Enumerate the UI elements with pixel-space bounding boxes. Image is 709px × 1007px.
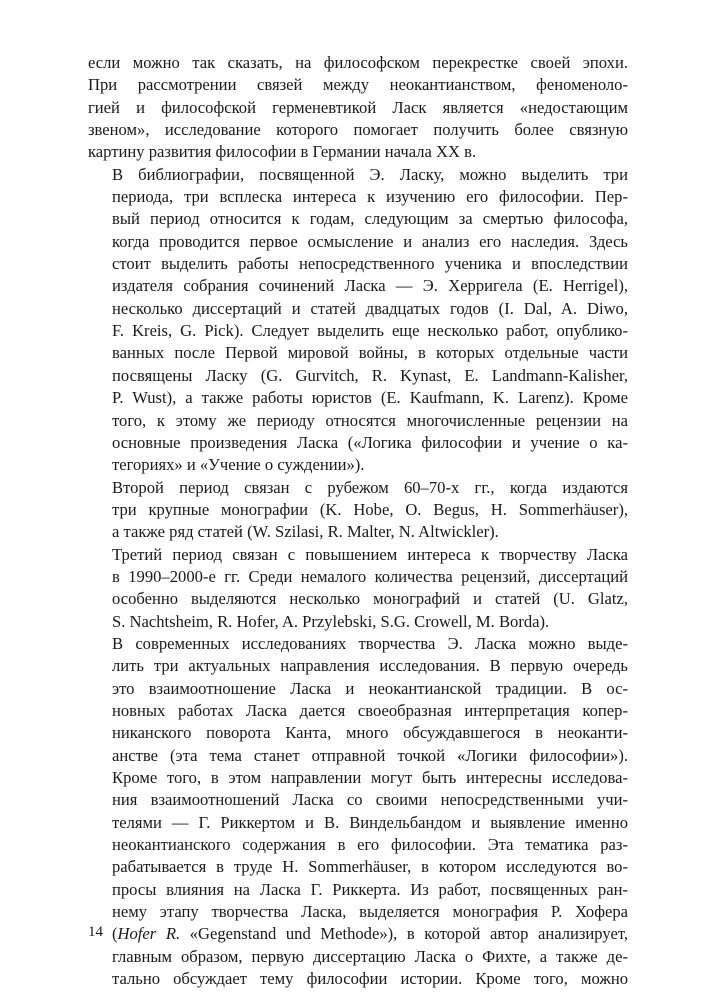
text-line: Третий период связан с повышением интереса к творчеству Ласка — [112, 544, 628, 564]
text-line: просы влияния на Ласка Г. Риккерта. Из работ, посвященных ран- — [112, 879, 628, 899]
text-line: рабатывается в труде H. Sommerhäuser, в котором исследуются во- — [112, 857, 628, 877]
text-line: издателя собрания сочинений Ласка — Э. Херригела (E. Herrigel), — [112, 276, 628, 296]
text-line: посвящены Ласку (G. Gurvitch, R. Kynast, E. Landmann-Kalisher, — [112, 365, 628, 385]
text-line: ванных после Первой мировой войны, в которых отдельные части — [112, 343, 628, 363]
text-line: если можно так сказать, на философском перекрестке своей эпохи. — [88, 53, 628, 72]
text-line: в 1990–2000-е гг. Среди немалого количества рецензий, диссертаций — [112, 566, 628, 586]
text-line: гией и философской герменевтикой Ласк является «недостающим — [88, 97, 628, 117]
text-line: это взаимоотношение Ласка и неокантианской традиции. В ос- — [112, 678, 628, 698]
text-line: P. Wust), а также работы юристов (E. Kaufmann, K. Larenz). Кроме — [112, 388, 628, 408]
text-line: тально обсуждает тему философии истории. Кроме того, можно — [112, 969, 628, 989]
text-line: F. Kreis, G. Pick). Следует выделить еще несколько работ, опублико- — [112, 321, 628, 341]
text-line: (Hofer R. «Gegenstand und Methode»), в которой автор анализирует, — [112, 924, 628, 944]
text-line: Кроме того, в этом направлении могут быть интересны исследова- — [112, 768, 628, 787]
paragraph — [88, 633, 628, 991]
text-line: картину развития философии в Германии начала XX в. — [88, 142, 477, 162]
text-line: В библиографии, посвященной Э. Ласку, можно выделить три — [112, 164, 628, 184]
text-line: звеном», исследование которого помогает получить более связную — [88, 120, 628, 140]
paragraph — [88, 477, 628, 544]
text-line: несколько диссертаций и статей двадцатых годов (I. Dal, A. Diwo, — [112, 298, 628, 318]
text-line: главным образом, первую диссертацию Ласка о Фихте, а также де- — [112, 946, 628, 966]
paragraph — [88, 544, 628, 633]
text-line: основные произведения Ласка («Логика философии и учение о ка- — [112, 432, 628, 452]
italic-author: Hofer R. — [117, 924, 181, 944]
paragraph — [88, 52, 628, 164]
text-line: лить три актуальных направления исследования. В первую очередь — [112, 656, 628, 676]
text-line: вый период относится к годам, следующим за смертью философа, — [112, 209, 628, 229]
page-body — [88, 52, 628, 990]
text-line: ния взаимоотношений Ласка со своими непосредственными учи- — [112, 790, 628, 810]
text-line: Второй период связан с рубежом 60–70-х гг., когда издаются — [112, 477, 628, 497]
text-line: неокантианского содержания в его философии. Эта тематика раз- — [112, 835, 628, 855]
text-line: когда проводится первое осмысление и анализ его наследия. Здесь — [112, 231, 628, 251]
text-line: стоит выделить работы непосредственного ученика и впоследствии — [112, 254, 628, 274]
text-line: анстве (эта тема станет отправной точкой «Логики философии»). — [112, 745, 628, 765]
text-line: В современных исследованиях творчества Э. Ласка можно выде- — [112, 633, 628, 653]
text-line: тегориях» и «Учение о суждении»). — [112, 455, 365, 475]
text-line: новных работах Ласка дается своеобразная интерпретация копер- — [112, 700, 628, 720]
paragraph — [88, 164, 628, 477]
text-line: никанского поворота Канта, много обсуждавшегося в неоканти- — [112, 723, 628, 743]
text-line: периода, три всплеска интереса к изучению его философии. Пер- — [112, 187, 628, 207]
page-number: 14 — [88, 924, 103, 940]
text-line: нему этапу творчества Ласка, выделяется монография Р. Хофера — [112, 902, 628, 922]
text-line: При рассмотрении связей между неокантианством, феноменоло- — [88, 75, 628, 95]
text-line: S. Nachtsheim, R. Hofer, A. Przylebski, S.G. Crowell, M. Borda). — [112, 611, 550, 631]
text-line: три крупные монографии (K. Hobe, O. Begus, H. Sommerhäuser), — [112, 499, 628, 519]
text-line: особенно выделяются несколько монографий и статей (U. Glatz, — [112, 589, 628, 609]
text-line: а также ряд статей (W. Szilasi, R. Malter, N. Altwickler). — [112, 522, 499, 542]
text-line: телями — Г. Риккертом и В. Виндельбандом и выявление именно — [112, 812, 628, 832]
text-line: того, к этому же периоду относятся многочисленные рецензии на — [112, 410, 628, 430]
